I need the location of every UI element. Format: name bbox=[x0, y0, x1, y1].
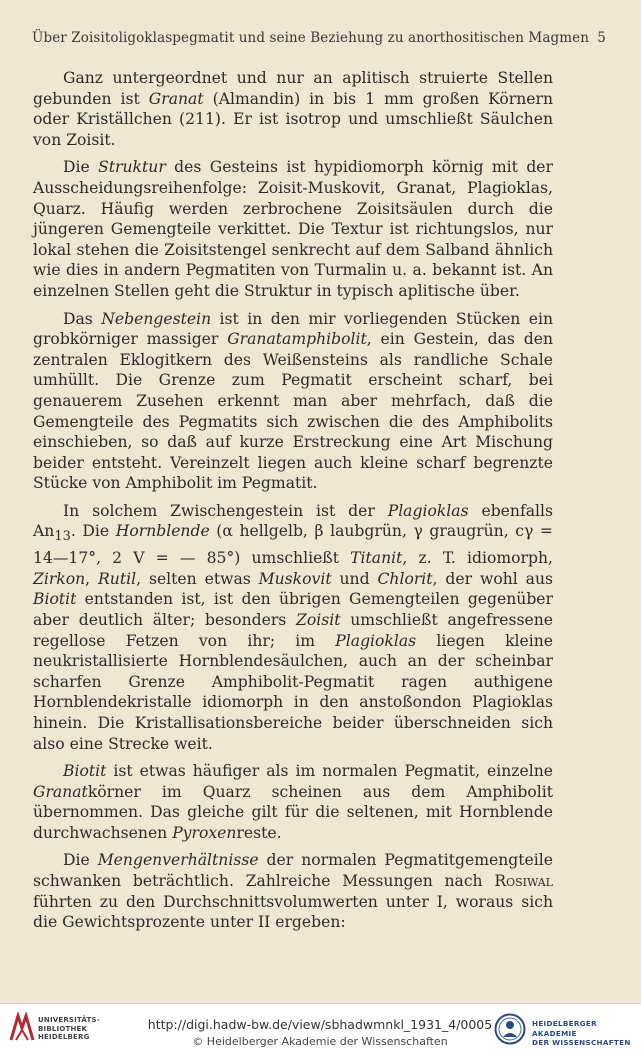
copyright-notice: © Heidelberger Akademie der Wissenschaften bbox=[192, 1035, 448, 1048]
academy-logo-text: HEIDELBERGER AKADEMIE DER WISSENSCHAFTEN bbox=[532, 1019, 631, 1047]
permalink-url[interactable]: http://digi.hadw-bw.de/view/sbhadwmnkl_1931_4/0005 bbox=[147, 1017, 493, 1032]
university-library-logo-text: UNIVERSITÄTS- BIBLIOTHEK HEIDELBERG bbox=[38, 1016, 100, 1041]
body-text bbox=[33, 68, 553, 940]
academy-seal-icon[interactable] bbox=[494, 1013, 526, 1045]
running-title: Über Zoisitoligoklaspegmatit und seine Beziehung zu anorthositischen Magmen bbox=[32, 30, 590, 46]
viewer-footer bbox=[0, 1003, 641, 1053]
page-number: 5 bbox=[597, 30, 606, 46]
paragraph-biotit: Biotit ist etwas häufiger als im normalen Pegmatit, einzelne Granatkörner im Quarz scheinen aus dem Amphibolit übernommen. Das gleiche gilt für die seltenen, mit Hornblende durchwachsenen Pyroxenreste. bbox=[33, 762, 553, 842]
running-head bbox=[32, 30, 606, 46]
paragraph-mengenverhaeltnisse: Die Mengenverhältnisse der normalen Pegmatitgemengteile schwanken beträchtlich. Zahlreiche Messungen nach Rosiwal führten zu den Durchschnittsvolumwerten unter I, woraus sich die Gewichtsprozente unter II ergeben: bbox=[33, 851, 553, 932]
paragraph-nebengestein: Das Nebengestein ist in den mir vorliegenden Stücken ein grobkörniger massiger Granatamphibolit, ein Gestein, das den zentralen Eklogitkern des Weißensteins als randliche Schale umhüllt. Die Grenze zum Pegmatit erscheint scharf, bei genauerem Zusehen erkennt man aber mehrfach, daß die Gemengteile des Pegmatits sich zwischen die des Amphibolits einschieben, so daß auf kurze Erstreckung eine Art Mischung beider entsteht. Vereinzelt liegen auch kleine scharf begrenzte Stücke von Amphibolit im Pegmatit. bbox=[33, 309, 553, 493]
paragraph-zwischengestein: In solchem Zwischengestein ist der Plagioklas ebenfalls $An_{13}$. Die Hornblende (α hellgelb, β laubgrün, γ graugrün, cγ = 14—17°, 2 V = — 85°) umschließt Titanit, z. T. idiomorph, Zirkon, Rutil, selten etwas Muskovit und Chlorit, der wohl aus Biotit entstanden ist, ist den übrigen Gemengteilen gegenüber aber deutlich älter; besonders Zoisit umschließt angefressene regellose Fetzen von ihr; im Plagioklas liegen kleine neukristallisierte Hornblendesäulchen, auch an der scheinbar scharfen Grenze Amphibolit-Pegmatit ragen authigene Hornblendekristalle idiomorph in den anstoßondon Plagioklas hinein. Die Kristallisationsbereiche beider überschneiden sich also eine Strecke weit. bbox=[33, 501, 554, 753]
paragraph-granat: Ganz untergeordnet und nur an aplitisch struierte Stellen gebunden ist Granat (Almandin) in bis 1 mm großen Körnern oder Kriställchen (211). Er ist isotrop und umschließt Säulchen von Zoisit. bbox=[33, 69, 554, 149]
university-library-logo-icon[interactable] bbox=[8, 1012, 36, 1044]
paragraph-struktur: Die Struktur des Gesteins ist hypidiomorph körnig mit der Ausscheidungsreihenfolge: Zoisit-Muskovit, Granat, Plagioklas, Quarz. Häufig werden zerbrochene Zoisitsäulen durch die jüngeren Gemengteile verkittet. Die Textur ist richtungslos, nur lokal stehen die Zoisitstengel senkrecht auf dem Salband ähnlich wie dies in andern Pegmatiten von Turmalin u. a. bekannt ist. An einzelnen Stellen geht die Struktur in typisch aplitische über. bbox=[33, 158, 553, 300]
